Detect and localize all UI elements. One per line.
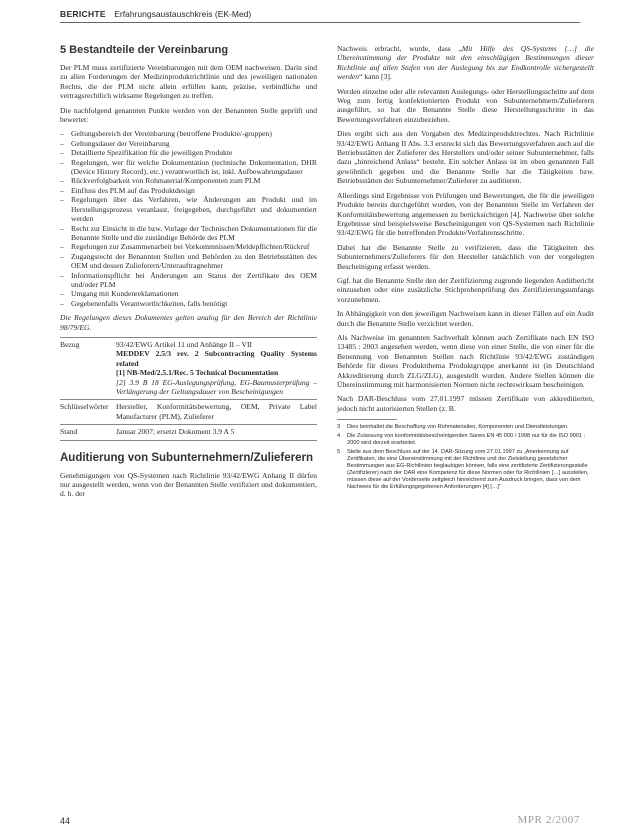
footnote-number: 3 — [337, 424, 341, 431]
requirements-list — [60, 129, 317, 308]
section-heading: 5 Bestandteile der Vereinbarung — [60, 44, 229, 56]
metadata-line: Januar 2007; ersetzt Dokument 3.9 A 5 — [116, 427, 235, 437]
review-paragraph: Die nachfolgend genannten Punkte werden von der Benannten Stelle geprüft und bewertet: — [60, 105, 317, 125]
footnote-rule — [337, 419, 397, 420]
right-column — [337, 44, 594, 493]
footnote-number: 4 — [337, 433, 341, 440]
metadata-value — [116, 337, 317, 399]
waiver-paragraph: In Abhängigkeit von den jeweiligen Nachweisen kann in dieser Fällen auf ein Audit durch die Benannte Stelle verzichtet werden. — [337, 309, 594, 328]
requirement-item: – Regelungen, wer für welche Dokumentation (technische Dokumentation, DHR (Device History Record), etc.) verantwortlich ist, inkl. Aufbewahrungsdauer — [60, 158, 317, 177]
page-number: 44 — [60, 816, 71, 826]
footnote — [337, 433, 594, 447]
metadata-line: [1] NB-Med/2.5.1/Rec. 5 Technical Documentation — [116, 368, 279, 378]
header-rule — [60, 22, 580, 23]
legal-basis-paragraph: Dies ergibt sich aus den Vorgaben des Medizinproduktrechtes. Nach Richtlinie 93/42/EWG Anhang II Abs. 3.3 erstreckt sich das Bewertungsverfahren auch auf die Betriebsstätten der Zulieferer des Herstellers und/oder seiner Subunternehmer, falls dazu „hinreichend Anlass“ besteht. Ein solcher Anlass ist im oben genannten Fall gewöhnlich gegeben und die Benannte Stelle hat die Tätigkeiten bzw. Betriebsstätten der Subunternehmer/Zulieferer zu auditieren. — [337, 129, 594, 186]
verification-paragraph: Dabei hat die Benannte Stelle zu verifizieren, dass die Tätigkeiten des Subunternehmers/Zulieferers für den Hersteller tatsächlich von der vorgelegten Bescheinigung erfasst werden. — [337, 242, 594, 271]
audit-heading: Auditierung von Subunternehmern/Zulieferern — [60, 451, 314, 464]
requirement-item: – Detaillierte Spezifikation für die jeweiligen Produkte — [60, 148, 317, 157]
dar-paragraph: Nach DAR-Beschluss vom 27.01.1997 müssen Zertifikate von akkreditierten, jedoch nicht autorisierten Stellen (z. B. — [337, 394, 594, 413]
page-footer — [60, 816, 580, 830]
metadata-key: Stand — [60, 425, 116, 440]
left-column — [60, 44, 317, 504]
requirement-item: – Regelungen über das Verfahren, wie Änderungen am Produkt und im Herstellungsprozess veranlasst, freigegeben, durchgeführt und dokumentiert werden — [60, 195, 317, 223]
journal-issue: MPR 2/2007 — [517, 814, 580, 826]
page-header — [60, 9, 580, 19]
footnote-number: 5 — [337, 449, 341, 456]
scope-note: Die Regelungen dieses Dokumentes gelten analog für den Bereich der Richtlinie 98/79/EG. — [60, 313, 317, 332]
footnote — [337, 449, 594, 491]
metadata-row — [60, 337, 317, 399]
metadata-value — [116, 400, 317, 425]
requirement-item: – Geltungsbereich der Vereinbarung (betroffene Produkte/-gruppen) — [60, 129, 317, 138]
footnotes — [337, 424, 594, 491]
certificates-paragraph: Als Nachweise im genannten Sachverhalt können auch Zertifikate nach EN ISO 13485 : 2003 angesehen werden, wenn diese von einer Stelle, die von einer für die Benennung von Benannten Stellen nach Richtlinie 93/42/EWG zuständigen Behörde für dieses Produktthema Produktgruppe anerkannt ist (in Deutschland Akkreditierung durch ZLG/ZLG), ausgestellt wurden. Andere Stellen können die Übereinstimmung mit harmonisierten Normen nicht rechtswirksam bescheinigen. — [337, 332, 594, 389]
metadata-row — [60, 400, 317, 425]
metadata-line: Hersteller, Konformitätsbewertung, OEM, Private Label Manufacturer (PLM), Zulieferer — [116, 402, 317, 421]
metadata-row — [60, 425, 317, 440]
footnote-text: Stelle aus dem Beschluss auf der 14. DAR-Sitzung vom 27.01.1997 zu „Anerkennung auf Zertifikaten, die eine Übereinstimmung mit der Richtlinie und der Zielstellung gesetzlicher Bestimmungen aus EG-Richtlinien beglaubigen können, falls eine zertifizierte Zertifizierungsstelle (Zertifizierer) nach der DAR eine Kompetenz für diese Normen oder für Richtlinien […] ausstellen, müssen diese auf der Vorderseite zeitgleich hinreichend zum Ausdruck bringen, dass von dem Nachweis für die Erfüllungsgegebenen Anforderungen [4] […]“ — [347, 449, 589, 491]
approval-paragraph: Genehmigungen von QS-Systemen nach Richtlinie 93/42/EWG Anhang II dürfen nur ausgestellt werden, wenn von der Benannten Stelle verifiziert und dokumentiert, d. h. der — [60, 470, 317, 499]
evidence-intro: Nachweis erbracht, wurde, dass „ — [337, 44, 462, 53]
footnote-text: Die Zulassung von konformitätsbescheinigenden Sanes EN 45 000 / 1998 nur für die ISO 9001 : 2000 wird derzeit erarbeitet. — [347, 433, 586, 447]
requirement-item: – Gegebenenfalls Verantwortlichkeiten, falls benötigt — [60, 299, 317, 308]
metadata-value — [116, 425, 317, 440]
subcontractor-paragraph: Werden einzelne oder alle relevanten Auslegungs- oder Herstellungsschritte auf dem Weg zum fertig konfektionierten Produkt von Subunternehmern/Zulieferern ausgeführt, so hat die Benannte Stelle diese Herstellungsschritte in das Bewertungsverfahren einzubeziehen. — [337, 86, 594, 124]
evidence-paragraph — [337, 44, 594, 82]
metadata-table — [60, 337, 317, 441]
requirement-item: – Umgang mit Kundenreklamationen — [60, 289, 317, 298]
metadata-line: 93/42/EWG Artikel 11 und Anhänge II – VII — [116, 339, 253, 349]
requirement-item: – Einfluss des PLM auf das Produktdesign — [60, 186, 317, 195]
audit-report-paragraph: Ggf. hat die Benannte Stelle den der Zertifizierung zugrunde liegenden Auditbericht einzusehen oder eine zusätzliche Stichprobenprüfung des Zertifizierungsumfangs vorzunehmen. — [337, 275, 594, 304]
metadata-key: Bezug — [60, 337, 116, 399]
requirement-item: – Regelungen zur Zusammenarbeit bei Vorkommnissen/Meldepflichten/Rückruf — [60, 242, 317, 251]
results-paragraph: Allerdings sind Ergebnisse von Prüfungen und Bewertungen, die für die jeweiligen Produkte bereits durchgeführt wurden, von der Benannten Stelle im Verfahren der Konformitätsbewertung angemessen zu berücksichtigen [4]. Nachweise über solche Ergebnisse sind beispielsweise Bescheinigungen von QS-Systemen nach Richtlinie 93/42/EWG für die betreffenden Produkte/Verfahrensschritte. — [337, 190, 594, 238]
requirement-item: – Rückverfolgbarkeit von Rohmaterial/Komponenten zum PLM — [60, 176, 317, 185]
intro-paragraph: Der PLM muss zertifizierte Vereinbarungen mit dem OEM nachweisen. Darin sind zu allen Forderungen der Medizinproduktrichtlinie und des jeweiligen nationalen Rechts, die der PLM nicht allein erfüllen kann, präzise, verbindliche und vertragsrechtlich wirksame Regelungen zu treffen. — [60, 63, 317, 101]
requirement-item: – Informationspflicht bei Änderungen am Status der Zertifikate des OEM und/oder PLM — [60, 271, 317, 290]
evidence-quote: Mit Hilfe des QS-Systems […] die Übereinstimmung der Produkte mit den einschlägigen Bestimmungen dieser Richtlinie auf allen Stufen von der Auslegung bis zur Endkontrolle sichergestellt werden — [337, 44, 594, 82]
requirement-item: – Zugangsrecht der Benannten Stellen und Behörden zu den Betriebsstätten des OEM und dessen Zulieferern/Unterauftragnehmer — [60, 252, 317, 271]
requirement-item: – Geltungsdauer der Vereinbarung — [60, 139, 317, 148]
evidence-end: “ kann [3]. — [359, 72, 392, 82]
metadata-line: MEDDEV 2.5/3 rev. 2 Subcontracting Quality Systems related — [116, 349, 317, 368]
metadata-key: Schlüsselwörter — [60, 400, 116, 425]
footnote-text: Dies beinhaltet die Beschaffung von Rohmaterialien, Komponenten und Dienstleistungen. — [347, 424, 569, 431]
header-title: Erfahrungsaustauschkreis (EK-Med) — [114, 9, 252, 19]
metadata-line: [2] 3.9 B 18 EG-Auslegungsprüfung, EG-Baumusterprüfung – Verlängerung der Geltungsdauer von Bescheinigungen — [116, 377, 317, 396]
header-section: BERICHTE — [60, 9, 106, 19]
footnote — [337, 424, 594, 431]
requirement-item: – Recht zur Einsicht in die bzw. Vorlage der Technischen Dokumentationen für die Benannte Stelle und die zuständige Behörde des PLM — [60, 224, 317, 243]
